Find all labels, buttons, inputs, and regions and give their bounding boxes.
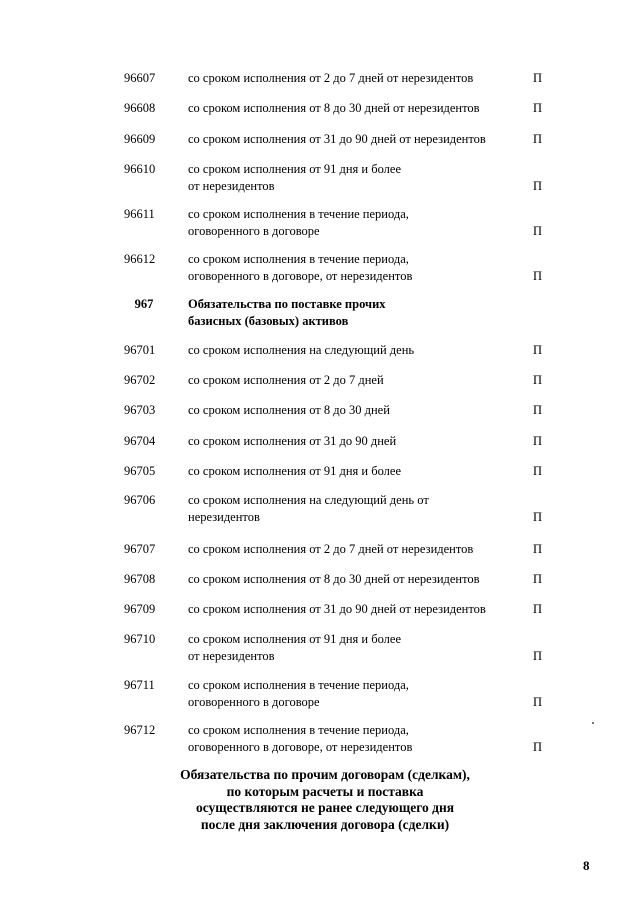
description-line: со сроком исполнения от 2 до 7 дней от нерезидентов	[188, 542, 474, 556]
account-type-mark: П	[533, 510, 543, 524]
description-line: оговоренного в договоре, от нерезидентов	[188, 740, 413, 754]
description-line: со сроком исполнения от 31 до 90 дней от нерезидентов	[188, 132, 486, 146]
section-title-line: Обязательства по прочим договорам (сделкам),	[180, 767, 470, 782]
account-type-mark: П	[533, 542, 543, 556]
account-type-mark: П	[533, 602, 543, 616]
account-code: 96709	[124, 602, 156, 616]
account-description	[188, 342, 518, 359]
account-description	[188, 402, 518, 419]
description-line: нерезидентов	[188, 510, 260, 524]
description-line: со сроком исполнения на следующий день	[188, 343, 415, 357]
account-description	[188, 70, 518, 87]
account-description	[188, 100, 518, 117]
account-code: 96708	[124, 572, 156, 586]
account-code: 96612	[124, 252, 156, 266]
account-type-mark: П	[533, 464, 543, 478]
account-description	[188, 677, 518, 711]
account-description	[188, 722, 518, 756]
description-line: от нерезидентов	[188, 649, 275, 663]
account-description	[188, 463, 518, 480]
account-description	[188, 372, 518, 389]
account-type-mark: П	[533, 572, 543, 586]
section-title-line: после дня заключения договора (сделки)	[200, 816, 450, 832]
account-description	[188, 296, 518, 330]
account-description	[188, 161, 518, 195]
account-type-mark: П	[533, 740, 543, 754]
account-type-mark: П	[533, 269, 543, 283]
account-type-mark: П	[533, 649, 543, 663]
section-title	[160, 767, 490, 833]
account-type-mark: П	[533, 695, 543, 709]
account-description	[188, 541, 518, 558]
account-code: 96609	[124, 132, 156, 146]
account-code: 96608	[124, 101, 156, 115]
description-line: оговоренного в договоре	[188, 695, 320, 709]
account-description	[188, 206, 518, 240]
account-type-mark: П	[533, 434, 543, 448]
description-line: со сроком исполнения в течение периода,	[188, 678, 409, 692]
description-line: со сроком исполнения от 31 до 90 дней от нерезидентов	[188, 602, 486, 616]
account-code: 96607	[124, 71, 156, 85]
account-description	[188, 131, 518, 148]
account-description	[188, 571, 518, 588]
account-code: 96712	[124, 723, 156, 737]
account-code: 96611	[124, 207, 155, 221]
description-line: со сроком исполнения от 2 до 7 дней	[188, 373, 384, 387]
account-description	[188, 433, 518, 450]
account-type-mark: П	[533, 132, 543, 146]
description-line: со сроком исполнения в течение периода,	[188, 723, 409, 737]
account-code: 96710	[124, 632, 156, 646]
description-line: со сроком исполнения от 91 дня и более	[188, 632, 402, 646]
description-line: базисных (базовых) активов	[188, 314, 349, 328]
scan-speck	[592, 722, 594, 724]
description-line: оговоренного в договоре	[188, 224, 320, 238]
account-code: 96705	[124, 464, 156, 478]
account-type-mark: П	[533, 71, 543, 85]
description-line: со сроком исполнения от 2 до 7 дней от нерезидентов	[188, 71, 474, 85]
account-description	[188, 251, 518, 285]
account-code: 96703	[124, 403, 156, 417]
section-title-line: по которым расчеты и поставка	[226, 783, 424, 799]
account-code: 96706	[124, 493, 156, 507]
description-line: со сроком исполнения от 91 дня и более	[188, 464, 402, 478]
description-line: со сроком исполнения от 91 дня и более	[188, 162, 402, 176]
description-line: от нерезидентов	[188, 179, 275, 193]
account-type-mark: П	[533, 101, 543, 115]
description-line: оговоренного в договоре, от нерезидентов	[188, 269, 413, 283]
account-code: 96707	[124, 542, 156, 556]
account-code: 967	[134, 297, 154, 311]
account-code: 96610	[124, 162, 156, 176]
description-line: Обязательства по поставке прочих	[188, 297, 386, 311]
account-code: 96704	[124, 434, 156, 448]
account-type-mark: П	[533, 403, 543, 417]
account-type-mark: П	[533, 343, 543, 357]
account-type-mark: П	[533, 224, 543, 238]
account-type-mark: П	[533, 373, 543, 387]
account-code: 96702	[124, 373, 156, 387]
section-title-line: осуществляются не ранее следующего дня	[195, 800, 455, 815]
description-line: со сроком исполнения от 8 до 30 дней	[188, 403, 390, 417]
description-line: со сроком исполнения от 31 до 90 дней	[188, 434, 397, 448]
account-type-mark: П	[533, 179, 543, 193]
description-line: со сроком исполнения на следующий день от	[188, 493, 429, 507]
description-line: со сроком исполнения в течение периода,	[188, 207, 409, 221]
description-line: со сроком исполнения от 8 до 30 дней от нерезидентов	[188, 101, 480, 115]
account-code: 96701	[124, 343, 156, 357]
description-line: со сроком исполнения от 8 до 30 дней от нерезидентов	[188, 572, 480, 586]
page-number: 8	[583, 858, 590, 873]
account-description	[188, 492, 518, 526]
account-code: 96711	[124, 678, 155, 692]
account-description	[188, 631, 518, 665]
account-description	[188, 601, 518, 618]
description-line: со сроком исполнения в течение периода,	[188, 252, 409, 266]
